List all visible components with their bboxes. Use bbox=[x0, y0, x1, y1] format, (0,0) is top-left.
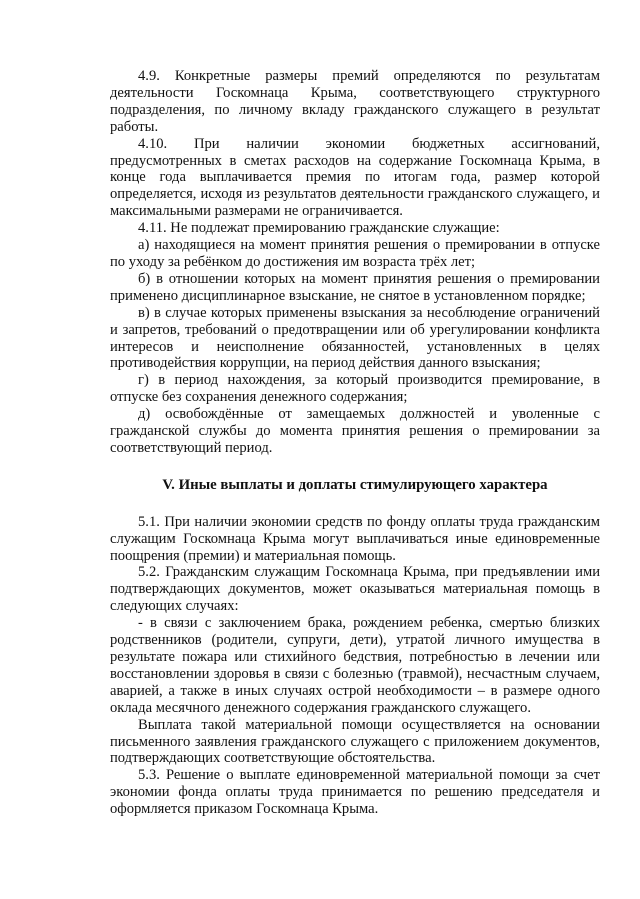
paragraph-5-2-item: - в связи с заключением брака, рождением ребенка, смертью близких родственников (родители, супруги, дети), утратой личного имущества в результате пожара или стихийного бедствия, потребностью в лечении или восстановлении здоровья в связи с болезнью (травмой), несчастным случаем, аварией, а также в иных случаях острой необходимости – в размере одного оклада месячного денежного содержания гражданского служащего. bbox=[110, 615, 600, 716]
document-page bbox=[110, 68, 600, 818]
paragraph-4-11-g: г) в период нахождения, за который производится премирование, в отпуске без сохранения денежного содержания; bbox=[110, 372, 600, 406]
paragraph-4-10: 4.10. При наличии экономии бюджетных ассигнований, предусмотренных в сметах расходов на содержание Госкомнаца Крыма, в конце года выплачивается премия по итогам года, размер которой определяется, исходя из результатов деятельности гражданского служащего, и максимальными размерами не ограничивается. bbox=[110, 135, 600, 220]
paragraph-4-11-a: а) находящиеся на момент принятия решения о премировании в отпуске по уходу за ребёнком до достижения им возраста трёх лет; bbox=[110, 237, 600, 270]
paragraph-4-11-b: б) в отношении которых на момент принятия решения о премировании применено дисциплинарное взыскание, не снятое в установленном порядке; bbox=[110, 270, 600, 304]
paragraph-4-11: 4.11. Не подлежат премированию гражданские служащие: bbox=[138, 220, 500, 237]
paragraph-5-2-note: Выплата такой материальной помощи осуществляется на основании письменного заявления гражданского служащего с приложением документов, подтверждающих соответствующие обстоятельства. bbox=[110, 716, 600, 767]
paragraph-4-11-v: в) в случае которых применены взыскания за несоблюдение ограничений и запретов, требований о предотвращении или об урегулировании конфликта интересов и неисполнение обязанностей, установленных в целях противодействия коррупции, на период действия данного взыскания; bbox=[110, 304, 600, 372]
paragraph-5-3: 5.3. Решение о выплате единовременной материальной помощи за счет экономии фонда оплаты труда принимается по решению председателя и оформляется приказом Госкомнаца Крыма. bbox=[110, 767, 600, 818]
paragraph-5-1: 5.1. При наличии экономии средств по фонду оплаты труда гражданским служащим Госкомнаца Крыма могут выплачиваться иные единовременные поощрения (премии) и материальная помощь. bbox=[110, 513, 600, 564]
paragraph-5-2: 5.2. Гражданским служащим Госкомнаца Крыма, при предъявлении ими подтверждающих документов, может оказываться материальная помощь в следующих случаях: bbox=[110, 564, 600, 615]
paragraph-4-11-d: д) освобождённые от замещаемых должностей и уволенные с гражданской службы до момента принятия решения о премировании за соответствующий период. bbox=[110, 406, 600, 456]
paragraph-4-9: 4.9. Конкретные размеры премий определяются по результатам деятельности Госкомнаца Крыма, соответствующего структурного подразделения, по личному вкладу гражданского служащего в результат работы. bbox=[110, 68, 600, 135]
section-5-heading: V. Иные выплаты и доплаты стимулирующего характера bbox=[162, 476, 548, 493]
